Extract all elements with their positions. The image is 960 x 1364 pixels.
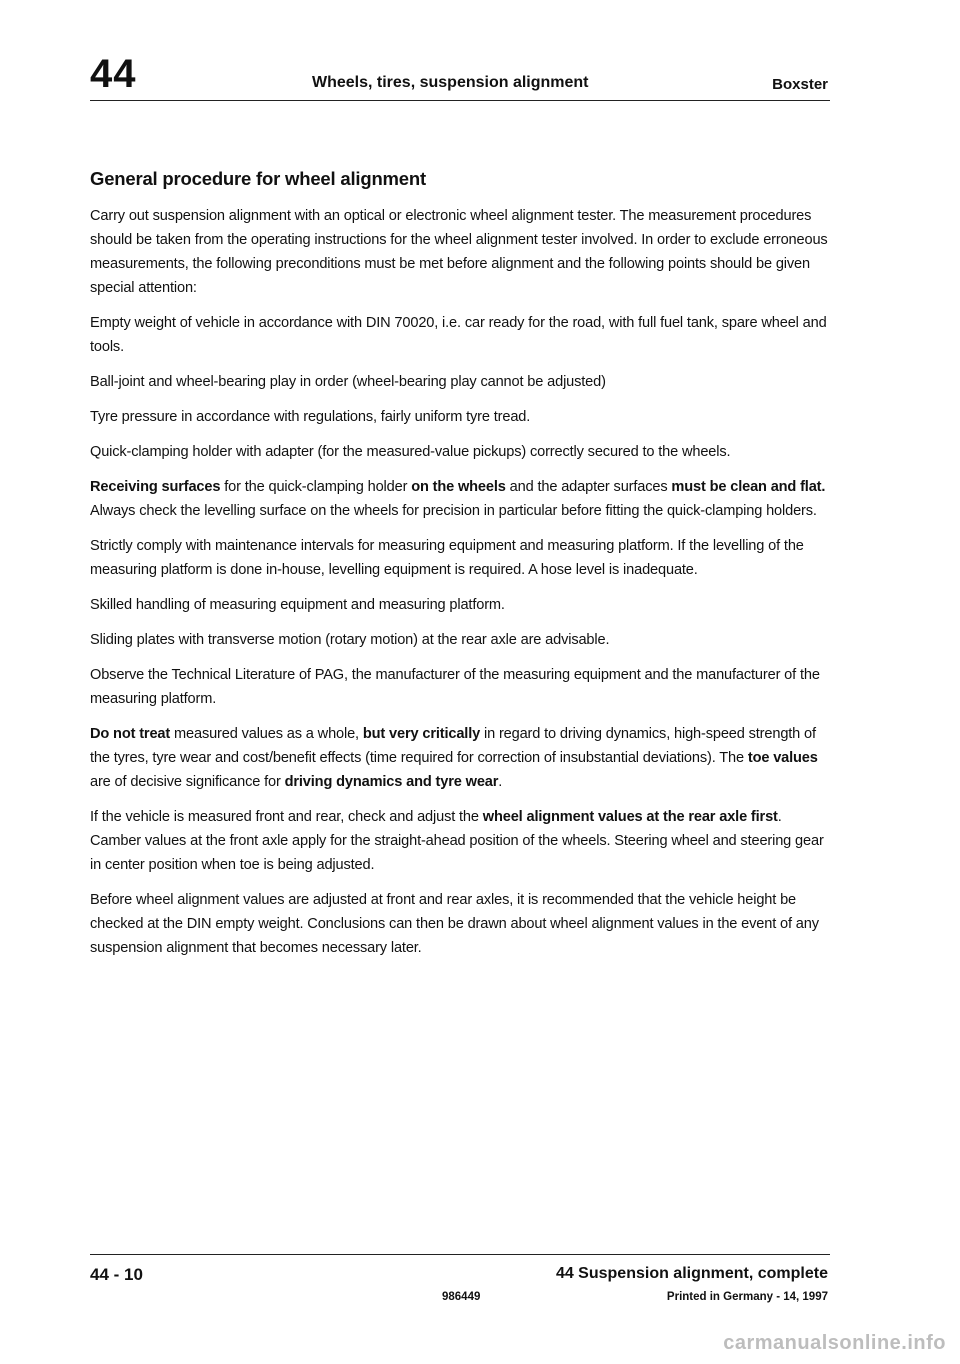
emphasis: toe values xyxy=(747,750,818,766)
emphasis: but very critically xyxy=(362,726,481,742)
emphasis: on the wheels xyxy=(411,479,506,495)
text-run: in regard to driving dynamics, high-speed strength of the tyres, tyre wear and cost/benefit effects (time required for correction of insubstantial deviations). The xyxy=(90,726,816,766)
page-number: 44 - 10 xyxy=(90,1265,143,1284)
sliding-plates-paragraph: Sliding plates with transverse motion (rotary motion) at the rear axle are advisable. xyxy=(90,632,610,648)
emphasis: Do not treat xyxy=(90,726,171,742)
maintenance-paragraph: Strictly comply with maintenance intervals for measuring equipment and measuring platform. If the levelling of the measuring platform is done in-house, levelling equipment is required. A hose level is inadequate. xyxy=(90,538,804,578)
page-header xyxy=(90,52,830,101)
document-number: 986449 xyxy=(442,1291,481,1303)
vehicle-height-paragraph: Before wheel alignment values are adjusted at front and rear axles, it is recommended that the vehicle height be checked at the DIN empty weight. Conclusions can then be drawn about wheel alignment values in the event of any suspension alignment that becomes necessary later. xyxy=(90,892,819,956)
front-rear-paragraph xyxy=(90,805,830,877)
emphasis: wheel alignment values at the rear axle first xyxy=(482,809,778,825)
emphasis: driving dynamics and tyre wear xyxy=(284,774,499,790)
text-run: measured values as a whole, xyxy=(170,726,363,742)
literature-paragraph: Observe the Technical Literature of PAG, the manufacturer of the measuring equipment and the manufacturer of the measuring platform. xyxy=(90,667,820,707)
emphasis: must be clean and flat. xyxy=(671,479,826,495)
text-run: and the adapter surfaces xyxy=(505,479,672,495)
site-watermark: carmanualsonline.info xyxy=(723,1332,946,1354)
quick-clamping-paragraph: Quick-clamping holder with adapter (for the measured-value pickups) correctly secured to the wheels. xyxy=(90,444,731,460)
chapter-number: 44 xyxy=(90,52,137,96)
page-footer xyxy=(90,1254,830,1345)
receiving-surfaces-paragraph xyxy=(90,475,830,523)
intro-paragraph: Carry out suspension alignment with an optical or electronic wheel alignment tester. The measurement procedures should be taken from the operating instructions for the wheel alignment tester involved. In order to exclude erroneous measurements, the following preconditions must be met before alignment and the following points should be given special attention: xyxy=(90,208,828,296)
text-run: for the quick-clamping holder xyxy=(220,479,412,495)
text-run: are of decisive significance for xyxy=(90,774,285,790)
balljoint-paragraph: Ball-joint and wheel-bearing play in order (wheel-bearing play cannot be adjusted) xyxy=(90,374,606,390)
emphasis: Receiving surfaces xyxy=(90,479,221,495)
model-name: Boxster xyxy=(772,76,828,93)
empty-weight-paragraph: Empty weight of vehicle in accordance with DIN 70020, i.e. car ready for the road, with full fuel tank, spare wheel and tools. xyxy=(90,315,827,355)
text-run: . Camber values at the front axle apply for the straight-ahead position of the wheels. Steering wheel and steering gear in center position when toe is being adjusted. xyxy=(90,809,824,873)
print-info: Printed in Germany - 14, 1997 xyxy=(666,1291,828,1303)
do-not-treat-paragraph xyxy=(90,722,830,794)
text-run: If the vehicle is measured front and rear, check and adjust the xyxy=(90,809,483,825)
text-run: . xyxy=(498,774,503,790)
tyre-pressure-paragraph: Tyre pressure in accordance with regulations, fairly uniform tyre tread. xyxy=(90,409,531,425)
skilled-handling-paragraph: Skilled handling of measuring equipment and measuring platform. xyxy=(90,597,505,613)
section-title: Wheels, tires, suspension alignment xyxy=(312,74,589,91)
text-run: Always check the levelling surface on the wheels for precision in particular before fitting the quick-clamping holders. xyxy=(90,503,817,519)
page-heading: General procedure for wheel alignment xyxy=(90,168,426,189)
main-content xyxy=(90,168,830,971)
footer-title: 44 Suspension alignment, complete xyxy=(555,1265,828,1282)
